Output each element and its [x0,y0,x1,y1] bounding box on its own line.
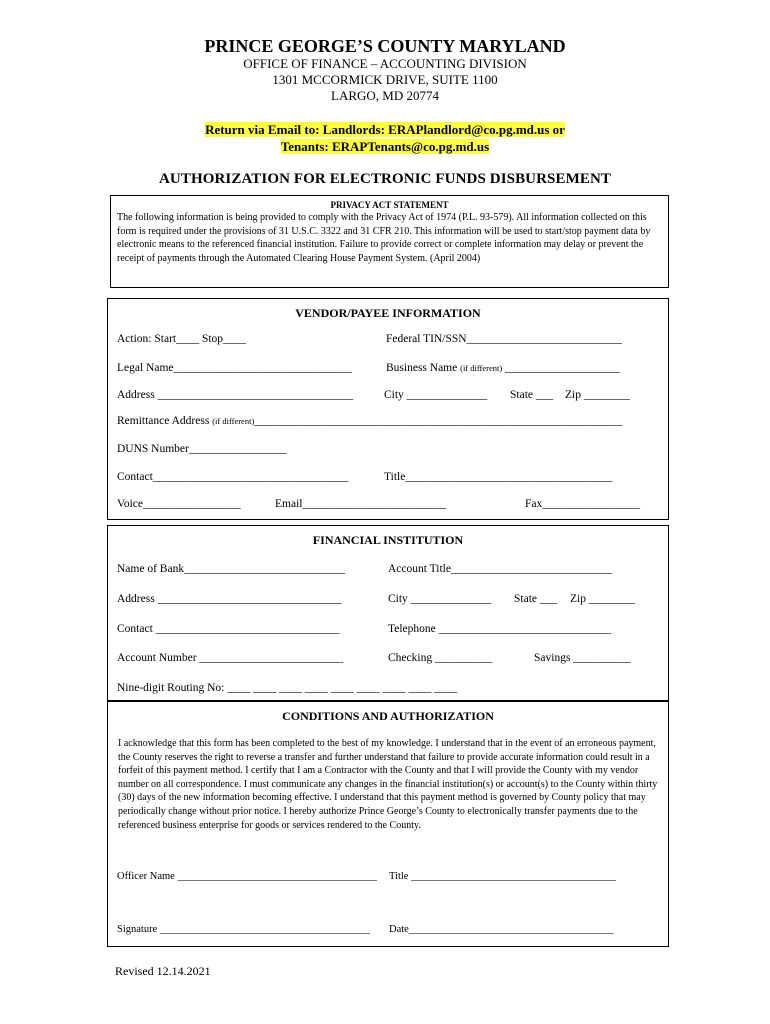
remittance-label: Remittance Address [117,415,210,427]
conditions-heading: CONDITIONS AND AUTHORIZATION [282,709,494,723]
date-field[interactable] [389,924,614,935]
office-address-line2: LARGO, MD 20774 [331,88,439,103]
bank-state-field[interactable]: State ___ [514,593,558,605]
account-title-field[interactable]: Account Title____________________________ [388,563,612,575]
business-name-if-different: (if different) [460,363,503,373]
bank-contact-field[interactable]: Contact ________________________________ [117,623,340,635]
bank-telephone-field[interactable]: Telephone ______________________________ [388,623,612,635]
vendor-heading: VENDOR/PAYEE INFORMATION [295,306,481,320]
office-address-line1: 1301 MCCORMICK DRIVE, SUITE 1100 [272,72,498,87]
conditions-authorization-box [107,701,669,947]
remittance-if-different: (if different) [212,416,255,426]
checking-field[interactable]: Checking __________ [388,652,493,664]
officer-name-label: Officer Name [117,871,175,882]
vendor-state-field[interactable]: State ___ [510,389,554,401]
fax-field[interactable]: Fax_________________ [525,498,640,510]
remittance-address-field[interactable] [117,415,622,427]
privacy-heading: PRIVACY ACT STATEMENT [330,200,449,210]
county-title: PRINCE GEORGE’S COUNTY MARYLAND [204,36,566,56]
bank-address-field[interactable]: Address ________________________________ [117,593,342,605]
financial-institution-box [107,525,669,701]
privacy-statement-text: The following information is being provided to comply with the Privacy Act of 1974 (P.L. 93-579). All information collected on this form is required under the provisions of 31 U.S.C. 3322 and 31 CFR 210. This information will be used to start/stop payment data by electronic means to the referenced financial institution. Failure to provide correct or complete information may delay or prevent the receipt of payments through the Automated Clearing House Payment System. (April 2004) [117,212,651,264]
officer-title-blank: _______________________________________ [411,871,616,882]
bank-name-field[interactable]: Name of Bank____________________________ [117,563,346,575]
federal-tin-field[interactable]: Federal TIN/SSN___________________________ [386,333,622,345]
officer-name-field[interactable] [117,871,377,882]
remittance-blank: ________________________________________________________________ [254,415,623,427]
date-label: Date [389,924,409,935]
bank-zip-field[interactable]: Zip ________ [570,593,635,605]
duns-number-field[interactable]: DUNS Number_________________ [117,443,287,455]
conditions-text: I acknowledge that this form has been completed to the best of my knowledge. I understand that in the event of an erroneous payment, the County reserves the right to reverse a transfer and further understand that failure to provide accurate information could result in a forfeit of this payment method. I certify that I am a Contractor with the County and that I will provide the County with my vendor number on all correspondence. I must communicate any changes in the financial institution(s) or account(s) to the County within thirty (30) days of the new information becoming effective. I understand that this payment method is governed by County policy that may periodically change without prior notice. I hereby authorize Prince George’s County to electronically transfer payments due to the referenced business enterprise for goods or services rendered to the County. [118,738,658,831]
legal-name-field[interactable]: Legal Name_______________________________ [117,362,352,374]
privacy-act-box [110,195,669,288]
business-name-field[interactable] [386,362,620,374]
return-email-line2: Tenants: ERAPTenants@co.pg.md.us [280,139,490,154]
form-title: AUTHORIZATION FOR ELECTRONIC FUNDS DISBURSEMENT [159,171,611,187]
vendor-zip-field[interactable]: Zip ________ [565,389,630,401]
date-blank: _______________________________________ [408,924,614,935]
business-name-label: Business Name [386,362,458,374]
account-number-field[interactable]: Account Number _________________________ [117,652,344,664]
return-email-line1: Return via Email to: Landlords: ERAPlandlord@co.pg.md.us or [205,122,565,137]
signature-blank: ________________________________________ [159,924,370,935]
return-email-block [0,121,770,155]
officer-name-blank: ______________________________________ [177,871,377,882]
voice-field[interactable]: Voice_________________ [117,498,241,510]
vendor-city-field[interactable]: City ______________ [384,389,488,401]
vendor-payee-box [107,298,669,520]
bank-city-field[interactable]: City ______________ [388,593,492,605]
vendor-address-field[interactable]: Address __________________________________ [117,389,354,401]
officer-title-field[interactable] [389,871,616,882]
vendor-contact-field[interactable]: Contact__________________________________ [117,471,349,483]
routing-number-field[interactable]: Nine-digit Routing No: ____ ____ ____ ____ ____ ____ ____ ____ ____ [117,682,458,694]
vendor-title-field[interactable]: Title____________________________________ [384,471,613,483]
email-field[interactable]: Email_________________________ [275,498,447,510]
financial-heading: FINANCIAL INSTITUTION [312,533,464,547]
signature-field[interactable] [117,924,370,935]
business-name-blank: ____________________ [505,362,621,374]
revised-date: Revised 12.14.2021 [115,964,211,978]
signature-label: Signature [117,924,158,935]
office-name: OFFICE OF FINANCE – ACCOUNTING DIVISION [243,56,527,71]
action-start-stop-field[interactable]: Action: Start____ Stop____ [117,333,247,345]
officer-title-label: Title [389,871,409,882]
savings-field[interactable]: Savings __________ [534,652,631,664]
